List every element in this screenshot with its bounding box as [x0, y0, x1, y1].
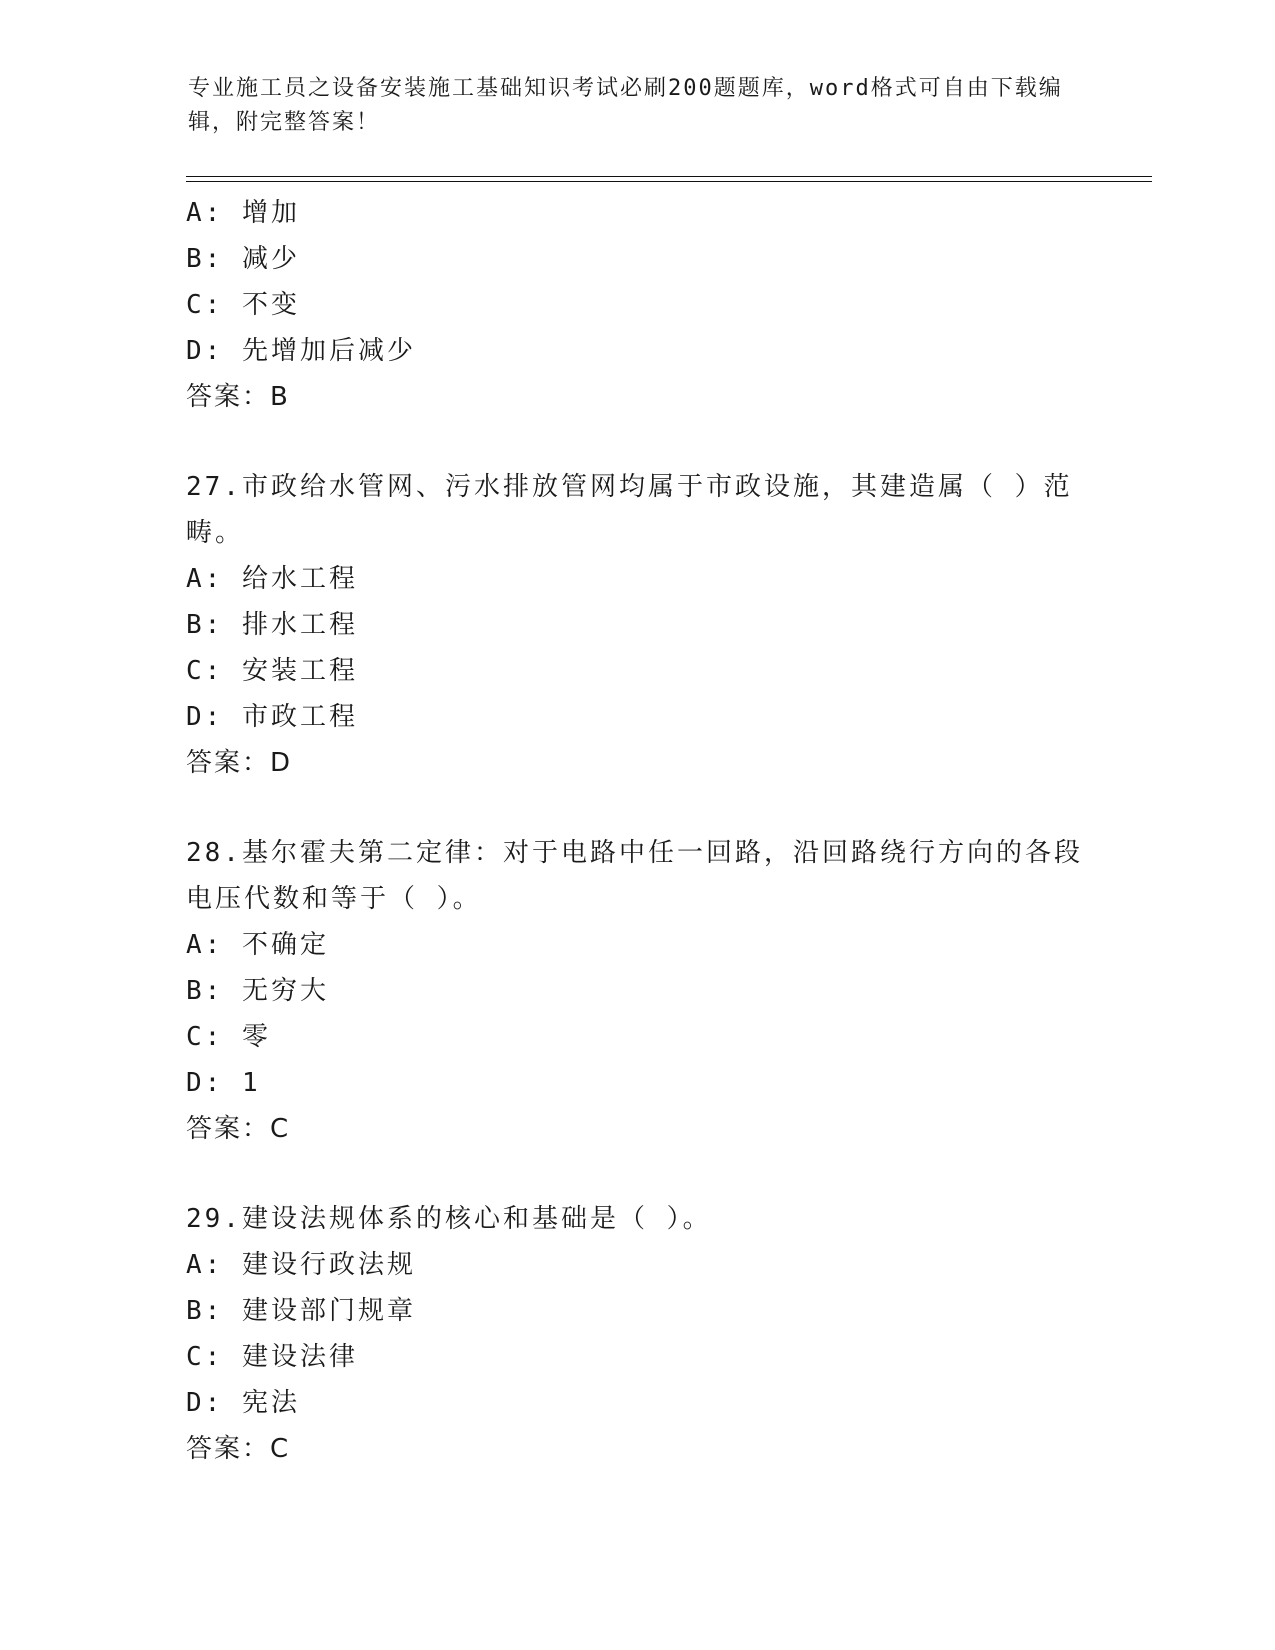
answer-line: 答案：C — [186, 1434, 291, 1464]
option-d: D: 先增加后减少 — [186, 336, 416, 366]
option-d: D: 1 — [186, 1068, 261, 1098]
question-block — [186, 830, 1086, 1152]
option-b: B: 无穷大 — [186, 976, 329, 1006]
option-c: C: 安装工程 — [186, 656, 358, 686]
option-c: C: 零 — [186, 1022, 271, 1052]
option-d: D: 宪法 — [186, 1388, 300, 1418]
option-b: B: 建设部门规章 — [186, 1296, 416, 1326]
option-b: B: 减少 — [186, 244, 300, 274]
option-b: B: 排水工程 — [186, 610, 358, 640]
question-text: 29.建设法规体系的核心和基础是（ ）。 — [186, 1204, 712, 1234]
option-a: A: 增加 — [186, 198, 300, 228]
question-text: 28.基尔霍夫第二定律：对于电路中任一回路，沿回路绕行方向的各段电压代数和等于（ ）。 — [186, 838, 1083, 914]
question-list — [186, 190, 1086, 1472]
option-a: A: 建设行政法规 — [186, 1250, 416, 1280]
option-a: A: 不确定 — [186, 930, 329, 960]
answer-line: 答案：B — [186, 382, 290, 412]
document-header: 专业施工员之设备安装施工基础知识考试必刷200题题库，word格式可自由下载编辑，附完整答案！ — [188, 76, 1063, 135]
question-block — [186, 1196, 1086, 1472]
option-c: C: 不变 — [186, 290, 300, 320]
answer-line: 答案：C — [186, 1114, 291, 1144]
question-block — [186, 190, 1086, 420]
header-divider — [186, 176, 1152, 182]
answer-line: 答案：D — [186, 748, 293, 778]
option-c: C: 建设法律 — [186, 1342, 358, 1372]
question-block — [186, 464, 1086, 786]
option-d: D: 市政工程 — [186, 702, 358, 732]
option-a: A: 给水工程 — [186, 564, 358, 594]
question-text: 27.市政给水管网、污水排放管网均属于市政设施，其建造属（ ）范畴。 — [186, 472, 1073, 548]
